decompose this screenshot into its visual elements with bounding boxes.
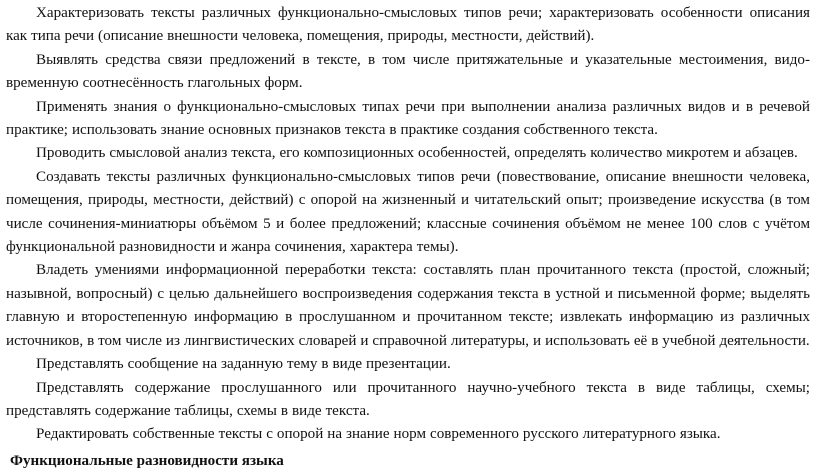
document-body — [6, 2, 810, 447]
paragraph-create-texts: Создавать тексты различных функционально-смысловых типов речи (повествование, описание внешности человека, помещения, природы, местности, действий) с опорой на жизненный и читательский опыт; произведение искусства (в том числе сочинения-миниатюры объёмом 5 и более предложений; классные сочинения объёмом не менее 100 слов с учётом функциональной разновидности и жанра сочинения, характера темы). — [6, 168, 810, 256]
paragraph-presentation: Представлять сообщение на заданную тему в виде презентации. — [36, 356, 451, 373]
paragraph-information-processing: Владеть умениями информационной переработки текста: составлять план прочитанного текста (простой, сложный; назывной, вопросный) с целью дальнейшего воспроизведения содержания текста в устной и письменной форме; выделять главную и второстепенную информацию в прослушанном и прочитанном тексте; извлекать информацию из различных источников, в том числе из лингвистических словарей и справочной литературы, и использовать её в учебной деятельности. — [6, 262, 810, 349]
paragraph-edit-texts: Редактировать собственные тексты с опорой на знание норм современного русского литературного языка. — [36, 426, 721, 443]
paragraph-table-schema: Представлять содержание прослушанного или прочитанного научно-учебного текста в виде таблицы, схемы; представлять содержание таблицы, схемы в виде текста. — [6, 379, 810, 419]
paragraph-connection-means: Выявлять средства связи предложений в тексте, в том числе притяжательные и указательные местоимения, видо-временную соотнесённость глагольных форм. — [6, 51, 810, 92]
paragraph-apply-knowledge: Применять знания о функционально-смысловых типах речи при выполнении анализа различных видов и в речевой практике; использовать знание основных признаков текста в практике создания собственного текста. — [6, 98, 810, 139]
paragraph-characterize-texts: Характеризовать тексты различных функционально-смысловых типов речи; характеризовать особенности описания как типа речи (описание внешности человека, помещения, природы, местности, действий). — [6, 5, 810, 45]
paragraph-semantic-analysis: Проводить смысловой анализ текста, его композиционных особенностей, определять количество микротем и абзацев. — [36, 145, 798, 162]
section-heading: Функциональные разновидности языка — [10, 453, 284, 469]
